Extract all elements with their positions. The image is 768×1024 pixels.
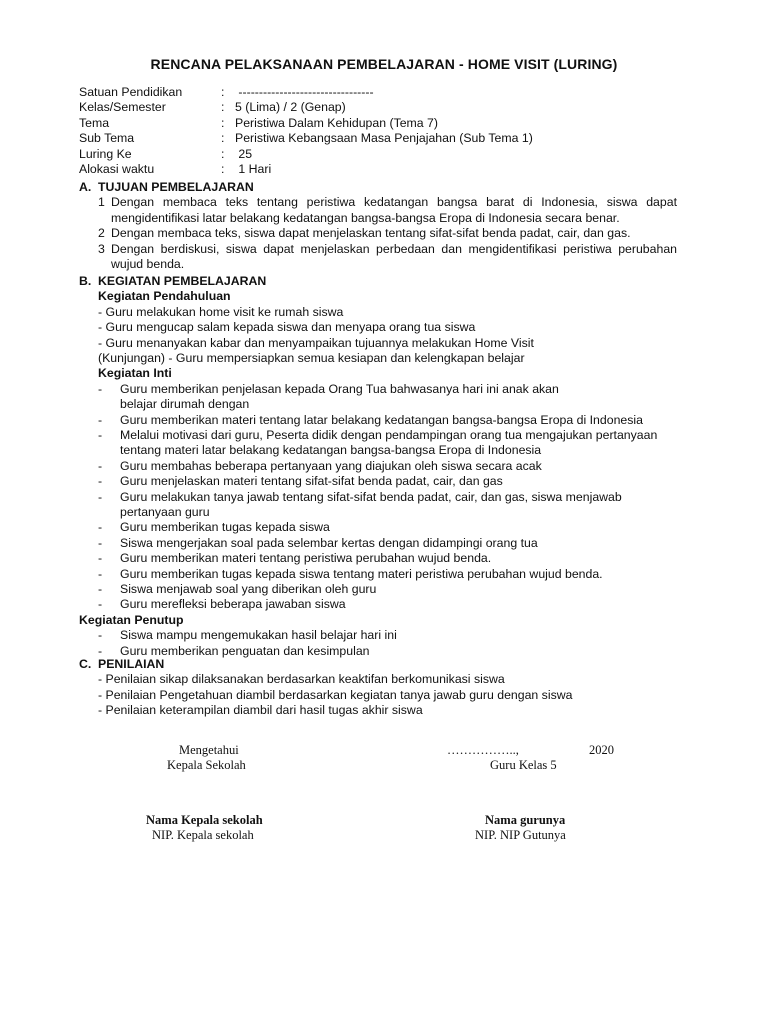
info-value: 5 (Lima) / 2 (Genap) <box>235 100 346 115</box>
inti-item <box>79 382 677 413</box>
pendahuluan-title: Kegiatan Pendahuluan <box>98 289 231 304</box>
inti-text: Siswa mengerjakan soal pada selembar kertas dengan didampingi orang tua <box>120 535 538 550</box>
info-label: Kelas/Semester <box>79 100 166 115</box>
inti-text: Guru memberikan tugas kepada siswa tentang materi peristiwa perubahan wujud benda. <box>120 566 603 581</box>
inti-text: Siswa menjawab soal yang diberikan oleh guru <box>120 582 377 597</box>
inti-item <box>79 413 677 428</box>
dash-bullet: - <box>98 597 103 612</box>
inti-text: Guru merefleksi beberapa jawaban siswa <box>120 597 346 612</box>
inti-item <box>79 597 677 612</box>
dash-bullet: - <box>98 381 103 396</box>
info-row-subtema <box>79 131 533 146</box>
signature-left-nip: NIP. Kepala sekolah <box>152 828 254 842</box>
info-value: 1 Hari <box>235 161 272 176</box>
section-c-number: C. <box>79 657 92 671</box>
section-a-heading <box>79 180 677 195</box>
penilaian-item: - Penilaian sikap dilaksanakan berdasarkan keaktifan berkomunikasi siswa <box>98 672 505 687</box>
info-label: Sub Tema <box>79 131 135 146</box>
dash-bullet: - <box>98 427 103 442</box>
info-row-alokasi <box>79 162 533 177</box>
info-row-luring <box>79 147 533 162</box>
signature-right-role: Guru Kelas 5 <box>490 758 557 772</box>
info-row-satuan <box>79 85 533 100</box>
dash-bullet: - <box>98 535 103 550</box>
inti-text: Guru menjelaskan materi tentang sifat-sifat benda padat, cair, dan gas <box>120 474 503 489</box>
section-kegiatan <box>79 274 677 659</box>
penilaian-item: - Penilaian keterampilan diambil dari hasil tugas akhir siswa <box>98 703 423 718</box>
signature-year: 2020 <box>589 743 614 757</box>
info-colon: : <box>221 131 225 146</box>
section-b-heading <box>79 274 677 289</box>
inti-item <box>79 551 677 566</box>
inti-text: Guru memberikan materi tentang peristiwa perubahan wujud benda. <box>120 551 492 566</box>
objective-item <box>79 226 677 241</box>
dash-bullet: - <box>98 474 103 489</box>
section-b-number: B. <box>79 274 92 288</box>
info-colon: : <box>221 115 225 130</box>
signature-date-dots: …………….., <box>447 743 519 757</box>
info-colon: : <box>221 146 225 161</box>
section-penilaian <box>79 657 677 719</box>
info-colon: : <box>221 85 225 99</box>
info-colon: : <box>221 100 225 115</box>
inti-item <box>79 490 677 521</box>
info-value: 25 <box>235 146 253 161</box>
inti-text: Guru memberikan tugas kepada siswa <box>120 520 330 535</box>
section-c-heading <box>79 657 677 672</box>
inti-item <box>79 459 677 474</box>
penutup-item <box>79 628 677 643</box>
pendahuluan-item: (Kunjungan) - Guru mempersiapkan semua kesiapan dan kelengkapan belajar <box>98 350 525 365</box>
objective-number: 2 <box>98 226 105 241</box>
dash-bullet: - <box>98 551 103 566</box>
info-label: Tema <box>79 115 110 130</box>
info-label: Luring Ke <box>79 146 132 161</box>
info-colon: : <box>221 161 225 176</box>
signature-left-role: Kepala Sekolah <box>167 758 246 772</box>
section-tujuan <box>79 180 677 272</box>
signature-left-name: Nama Kepala sekolah <box>146 813 263 827</box>
penutup-text: Guru memberikan penguatan dan kesimpulan <box>120 643 370 658</box>
inti-item <box>79 428 677 459</box>
identity-table <box>79 85 533 177</box>
signature-right-nip: NIP. NIP Gutunya <box>475 828 566 842</box>
pendahuluan-item: - Guru melakukan home visit ke rumah siswa <box>98 304 344 319</box>
section-c-title: PENILAIAN <box>98 657 165 671</box>
inti-item <box>79 474 677 489</box>
inti-text: Guru memberikan penjelasan kepada Orang Tua bahwasanya hari ini anak akan belajar dirumah dengan <box>120 381 559 412</box>
signature-acknowledged: Mengetahui <box>179 743 239 757</box>
penutup-text: Siswa mampu mengemukakan hasil belajar hari ini <box>120 628 397 643</box>
objective-text: Dengan membaca teks, siswa dapat menjelaskan tentang sifat-sifat benda padat, cair, dan gas. <box>111 226 631 241</box>
dash-bullet: - <box>98 458 103 473</box>
section-a-title: TUJUAN PEMBELAJARAN <box>98 180 254 194</box>
dash-bullet: - <box>98 412 103 427</box>
section-b-title: KEGIATAN PEMBELAJARAN <box>98 274 267 288</box>
signature-right-name: Nama gurunya <box>485 813 566 827</box>
pendahuluan-item: - Guru mengucap salam kepada siswa dan menyapa orang tua siswa <box>98 320 476 335</box>
inti-item <box>79 536 677 551</box>
inti-text: Guru memberikan materi tentang latar belakang kedatangan bangsa-bangsa Eropa di Indonesia <box>120 412 643 427</box>
inti-title: Kegiatan Inti <box>98 366 172 381</box>
penutup-title: Kegiatan Penutup <box>79 612 184 627</box>
dash-bullet: - <box>98 582 103 597</box>
inti-text: Guru melakukan tanya jawab tentang sifat-sifat benda padat, cair, dan gas, siswa menjawab pertanyaan guru <box>120 489 622 519</box>
pendahuluan-item: - Guru menanyakan kabar dan menyampaikan tujuannya melakukan Home Visit <box>98 335 534 350</box>
info-value: Peristiwa Dalam Kehidupan (Tema 7) <box>235 115 438 130</box>
dash-bullet: - <box>98 520 103 535</box>
info-value: --------------------------------- <box>235 85 374 99</box>
info-label: Alokasi waktu <box>79 161 155 176</box>
penilaian-item: - Penilaian Pengetahuan diambil berdasarkan kegiatan tanya jawab guru dengan siswa <box>98 687 573 702</box>
info-row-tema <box>79 116 533 131</box>
inti-text: Melalui motivasi dari guru, Peserta didik dengan pendampingan orang tua mengajukan pertanyaan tentang materi latar belakang kedatangan bangsa-bangsa Eropa di Indonesia <box>120 427 658 458</box>
inti-item <box>79 582 677 597</box>
objective-text: Dengan berdiskusi, siswa dapat menjelaskan perbedaan dan mengidentifikasi peristiwa perubahan wujud benda. <box>111 241 677 272</box>
info-row-kelas <box>79 100 533 115</box>
dash-bullet: - <box>98 628 103 643</box>
objective-number: 1 <box>98 195 105 210</box>
dash-bullet: - <box>98 489 103 504</box>
objective-number: 3 <box>98 241 105 256</box>
info-label: Satuan Pendidikan <box>79 85 183 99</box>
info-value: Peristiwa Kebangsaan Masa Penjajahan (Sub Tema 1) <box>235 131 533 146</box>
objective-item <box>79 195 677 226</box>
dash-bullet: - <box>98 643 103 658</box>
inti-text: Guru membahas beberapa pertanyaan yang diajukan oleh siswa secara acak <box>120 458 542 473</box>
inti-item <box>79 567 677 582</box>
objective-text: Dengan membaca teks tentang peristiwa kedatangan bangsa barat di Indonesia, siswa dapat mengidentifikasi latar belakang kedatangan bangsa-bangsa Eropa di Indonesia secara benar. <box>111 195 677 225</box>
document-title: RENCANA PELAKSANAAN PEMBELAJARAN - HOME VISIT (LURING) <box>150 56 618 72</box>
dash-bullet: - <box>98 566 103 581</box>
section-a-number: A. <box>79 180 92 194</box>
objective-item <box>79 242 677 273</box>
inti-item <box>79 520 677 535</box>
